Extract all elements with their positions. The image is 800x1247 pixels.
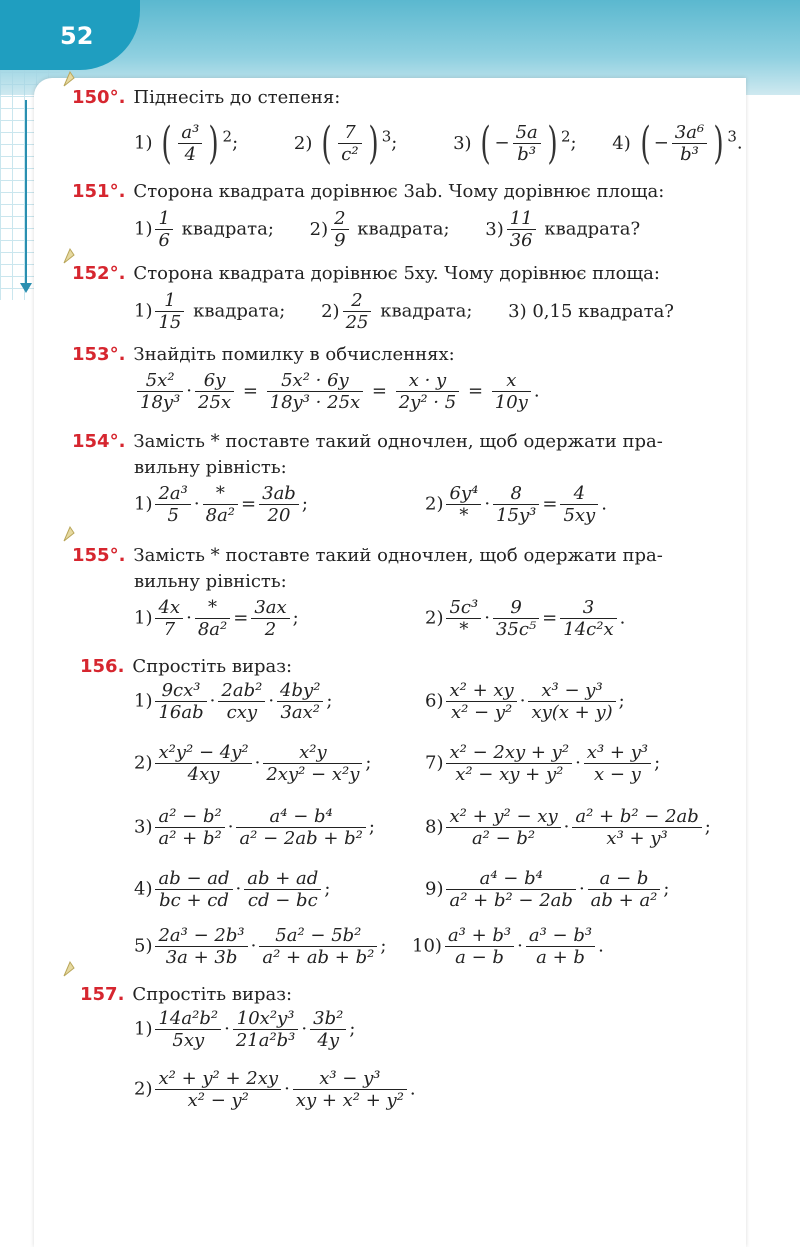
- item-label: 2): [293, 132, 313, 154]
- problem-number: 155°.: [72, 545, 126, 566]
- fraction: $\frac{ab - ad}{bc + cd}$: [155, 868, 232, 911]
- problem-151-items: 1) $\frac{1}{6}$ квадрата; 2) $\frac{2}{9}$ квадрата; 3) $\frac{11}{36}$ квадрата?: [134, 208, 641, 251]
- page-number: 52: [60, 22, 94, 50]
- expression-row: 1) $\frac{\text{14a²b²}}{5xy}$ · $\frac{\text{10x²y³}}{\text{21a²b³}}$ · $\frac{\text{3b²}}{4y}$ ;: [134, 1008, 356, 1051]
- expression-row: 10) $\frac{\text{a³ + b³}}{a - b}$ · $\frac{\text{a³ − b³}}{a + b}$ .: [412, 925, 604, 968]
- item-label: 2): [134, 1078, 153, 1100]
- fraction: $\frac{ab + ad}{cd - bc}$: [244, 868, 321, 911]
- item-label: 7): [425, 752, 444, 774]
- fraction: $\frac{\text{5a² − 5b²}}{\text{a² + ab + b²}}$: [259, 925, 377, 968]
- problem-text: Замість * поставте такий одночлен, щоб одержати пра-: [133, 431, 663, 452]
- fraction: $\frac{\text{x³ − y³}}{xy(x + y)}$: [528, 680, 615, 723]
- problem-151: [72, 180, 664, 204]
- fraction: $\frac{\text{x² + y² + 2xy}}{\text{x² − y²}}$: [155, 1068, 281, 1111]
- problem-155-text2: вильну рівність:: [134, 571, 287, 592]
- problem-number: 157.: [80, 984, 125, 1005]
- fraction: $\frac{\text{a³}}{4}$: [178, 122, 202, 165]
- fraction: $\frac{\text{10x²y³}}{\text{21a²b³}}$: [233, 1008, 299, 1051]
- fraction: $\frac{5a}{\text{b³}}$: [513, 122, 541, 165]
- problem-156: [80, 655, 292, 679]
- fraction: $\frac{\text{x²y}}{\text{2xy² − x²y}}$: [263, 742, 362, 785]
- problem-text: Знайдіть помилку в обчисленнях:: [133, 344, 455, 365]
- problem-154-b: 2) $\frac{\text{6y⁴}}{*}$ · $\frac{8}{\text{15y³}}$ = $\frac{4}{5xy}$ .: [425, 483, 607, 526]
- problem-155: [72, 544, 663, 568]
- item-label: 4): [612, 132, 631, 154]
- problem-number: 154°.: [72, 431, 126, 452]
- problem-153-expression: $\frac{\text{5x²}}{\text{18y³}}$ · $\frac{6y}{25x}$ = $\frac{\text{5x² · 6y}}{\text{18y³ · 25x}}$ = $\frac{x \cdot y}{\text{2y² · 5}}$ = $\frac{x}{10y}$ .: [134, 370, 540, 413]
- lamp-icon: [60, 958, 82, 980]
- fraction: $\frac{\text{a³ + b³}}{a - b}$: [445, 925, 514, 968]
- problem-154-text2: вильну рівність:: [134, 457, 287, 478]
- problem-number: 150°.: [72, 87, 126, 108]
- fraction: $\frac{\text{a² + b² − 2ab}}{\text{x³ + y³}}$: [572, 806, 701, 849]
- fraction: $\frac{\text{9cx³}}{16ab}$: [155, 680, 206, 723]
- problem-text: Піднесіть до степеня:: [133, 87, 341, 108]
- expression-row: 8) $\frac{\text{x² + y² − xy}}{\text{a² − b²}}$ · $\frac{\text{a² + b² − 2ab}}{\text{x³ + y³}}$ ;: [425, 806, 711, 849]
- fraction: $\frac{\text{4by²}}{\text{3ax²}}$: [277, 680, 323, 723]
- item-label: 6): [425, 690, 444, 712]
- problem-150-items: 1) ( $\frac{\text{a³}}{4}$ ) $^2$; 2) ( $\frac{7}{\text{c²}}$ ) $^3$; 3) ( − $\frac{5a}{\text{b³}}$ ) $^2$; 4) ( − $\frac{\text{3a⁶}}{\text{b³}}$ ) $^3$.: [134, 118, 743, 169]
- expression-row: 3) $\frac{\text{a² − b²}}{\text{a² + b²}}$ · $\frac{\text{a⁴ − b⁴}}{\text{a² − 2ab + b²}}$ ;: [134, 806, 375, 849]
- expression-row: 2) $\frac{\text{x²y² − 4y²}}{4xy}$ · $\frac{\text{x²y}}{\text{2xy² − x²y}}$ ;: [134, 742, 372, 785]
- expression-row: 2) $\frac{\text{x² + y² + 2xy}}{\text{x² − y²}}$ · $\frac{\text{x³ − y³}}{\text{xy + x² + y²}}$ .: [134, 1068, 416, 1111]
- fraction: $\frac{\text{14a²b²}}{5xy}$: [155, 1008, 221, 1051]
- fraction: $\frac{\text{3b²}}{4y}$: [310, 1008, 346, 1051]
- problem-154: [72, 430, 663, 454]
- item-label: 1): [134, 132, 153, 154]
- expression-row: 5) $\frac{\text{2a³ − 2b³}}{3a + 3b}$ · $\frac{\text{5a² − 5b²}}{\text{a² + ab + b²}}$ ;: [134, 925, 387, 968]
- fraction: $\frac{\text{x³ + y³}}{x - y}$: [584, 742, 651, 785]
- problem-number: 153°.: [72, 344, 126, 365]
- item-label: 3): [134, 816, 153, 838]
- fraction: $\frac{\text{a³ − b³}}{a + b}$: [526, 925, 595, 968]
- problem-text: Спростіть вираз:: [132, 984, 293, 1005]
- fraction: $\frac{7}{\text{c²}}$: [338, 122, 361, 165]
- problem-text: Сторона квадрата дорівнює 5xy. Чому дорівнює площа:: [133, 263, 660, 284]
- expression-row: 6) $\frac{\text{x² + xy}}{\text{x² − y²}}$ · $\frac{\text{x³ − y³}}{xy(x + y)}$ ;: [425, 680, 625, 723]
- expression-row: 1) $\frac{\text{9cx³}}{16ab}$ · $\frac{\text{2ab²}}{\text{cxy}}$ · $\frac{\text{4by²}}{\text{3ax²}}$ ;: [134, 680, 333, 723]
- problem-number: 151°.: [72, 181, 126, 202]
- problem-text: Замість * поставте такий одночлен, щоб одержати пра-: [133, 545, 663, 566]
- fraction: $\frac{\text{2a³ − 2b³}}{3a + 3b}$: [155, 925, 247, 968]
- item-label: 1): [134, 690, 153, 712]
- problem-154-a: 1) $\frac{\text{2a³}}{5}$ · $\frac{*}{\text{8a²}}$ = $\frac{3ab}{20}$ ;: [134, 483, 308, 526]
- problem-157: [80, 983, 292, 1007]
- fraction: $\frac{a - b}{\text{ab + a²}}$: [588, 868, 661, 911]
- problem-text: Спростіть вираз:: [132, 656, 293, 677]
- item-label: 3): [453, 132, 472, 154]
- problem-150: [72, 86, 340, 110]
- expression-row: 4) $\frac{ab - ad}{bc + cd}$ · $\frac{ab + ad}{cd - bc}$ ;: [134, 868, 331, 911]
- fraction: $\frac{\text{x² − 2xy + y²}}{\text{x² − xy + y²}}$: [446, 742, 572, 785]
- problem-155-b: 2) $\frac{\text{5c³}}{*}$ · $\frac{9}{\text{35c⁵}}$ = $\frac{3}{\text{14c²x}}$ .: [425, 597, 626, 640]
- item-label: 4): [134, 878, 153, 900]
- item-label: 1): [134, 1018, 153, 1040]
- problem-number: 152°.: [72, 263, 126, 284]
- item-label: 2): [134, 752, 153, 774]
- expression-row: 9) $\frac{\text{a⁴ − b⁴}}{\text{a² + b² − 2ab}}$ · $\frac{a - b}{\text{ab + a²}}$ ;: [425, 868, 670, 911]
- fraction: $\frac{\text{a² − b²}}{\text{a² + b²}}$: [155, 806, 224, 849]
- fraction: $\frac{\text{2ab²}}{\text{cxy}}$: [218, 680, 265, 723]
- fraction: $\frac{\text{3a⁶}}{\text{b³}}$: [672, 122, 707, 165]
- problem-152-items: 1) $\frac{1}{15}$ квадрата; 2) $\frac{2}{25}$ квадрата; 3) 0,15 квадрата?: [134, 290, 674, 333]
- problem-text: Сторона квадрата дорівнює 3ab. Чому дорівнює площа:: [133, 181, 665, 202]
- expression-row: 7) $\frac{\text{x² − 2xy + y²}}{\text{x² − xy + y²}}$ · $\frac{\text{x³ + y³}}{x - y}$ ;: [425, 742, 661, 785]
- problem-153: [72, 343, 455, 367]
- arrow-down-icon: [25, 100, 27, 285]
- problem-155-a: 1) $\frac{4x}{7}$ · $\frac{*}{\text{8a²}}$ = $\frac{3ax}{2}$ ;: [134, 597, 299, 640]
- problem-152: [72, 262, 660, 286]
- fraction: $\frac{\text{a⁴ − b⁴}}{\text{a² − 2ab + b²}}$: [236, 806, 365, 849]
- fraction: $\frac{\text{x² + xy}}{\text{x² − y²}}$: [446, 680, 516, 723]
- item-label: 9): [425, 878, 444, 900]
- lamp-icon: [60, 523, 82, 545]
- fraction: $\frac{\text{x³ − y³}}{\text{xy + x² + y²}}$: [293, 1068, 407, 1111]
- fraction: $\frac{\text{x²y² − 4y²}}{4xy}$: [155, 742, 251, 785]
- problem-number: 156.: [80, 656, 125, 677]
- item-label: 10): [412, 935, 442, 957]
- item-label: 8): [425, 816, 444, 838]
- fraction: $\frac{\text{x² + y² − xy}}{\text{a² − b²}}$: [446, 806, 560, 849]
- fraction: $\frac{\text{a⁴ − b⁴}}{\text{a² + b² − 2ab}}$: [446, 868, 575, 911]
- item-label: 5): [134, 935, 153, 957]
